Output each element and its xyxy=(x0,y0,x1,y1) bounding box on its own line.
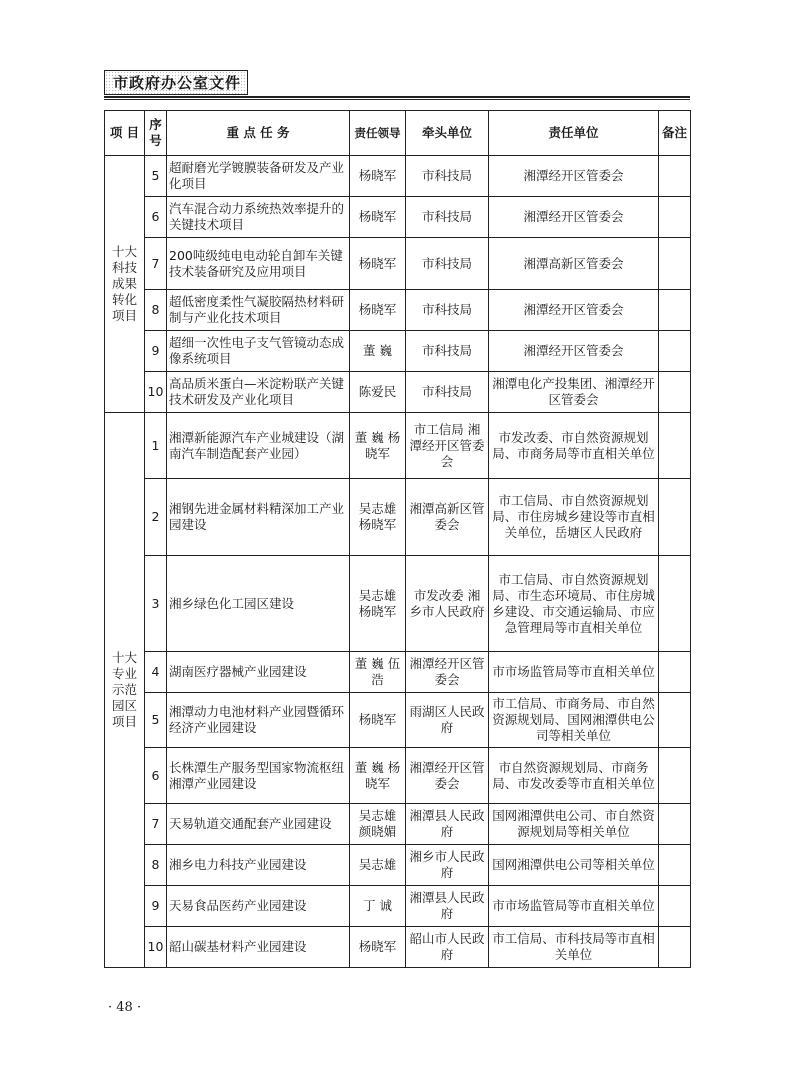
row-task: 湘钢先进金属材料精深加工产业园建设 xyxy=(167,479,350,556)
row-resp-unit: 国网湘潭供电公司等相关单位 xyxy=(489,845,659,886)
row-task: 汽车混合动力系统热效率提升的关键技术项目 xyxy=(167,197,350,238)
table-row xyxy=(105,156,691,197)
row-seq: 6 xyxy=(145,748,167,804)
row-lead-unit: 市科技局 xyxy=(406,197,489,238)
header-rule xyxy=(104,96,690,98)
row-resp-unit: 市工信局、市自然资源规划局、市住房城乡建设等市直相关单位，岳塘区人民政府 xyxy=(489,479,659,556)
row-task: 天易轨道交通配套产业园建设 xyxy=(167,804,350,845)
row-lead-unit: 市科技局 xyxy=(406,372,489,413)
header-task: 重 点 任 务 xyxy=(167,111,350,156)
row-resp-unit: 市自然资源规划局、市商务局、市发改委等市直相关单位 xyxy=(489,748,659,804)
task-table xyxy=(104,110,691,968)
table-row xyxy=(105,886,691,927)
row-lead-unit: 湘潭高新区管委会 xyxy=(406,479,489,556)
row-seq: 8 xyxy=(145,290,167,331)
row-leader: 董 巍 杨晓军 xyxy=(350,748,406,804)
row-remark xyxy=(659,331,691,372)
row-seq: 6 xyxy=(145,197,167,238)
row-seq: 5 xyxy=(145,693,167,748)
row-task: 韶山碳基材料产业园建设 xyxy=(167,927,350,968)
row-resp-unit: 市工信局、市自然资源规划局、市生态环境局、市住房城乡建设、市交通运输局、市应急管理局等市直相关单位 xyxy=(489,556,659,652)
row-leader: 吴志雄 xyxy=(350,845,406,886)
row-lead-unit: 雨湖区人民政府 xyxy=(406,693,489,748)
row-resp-unit: 市发改委、市自然资源规划局、市商务局等市直相关单位 xyxy=(489,413,659,479)
row-lead-unit: 市科技局 xyxy=(406,156,489,197)
table-row xyxy=(105,748,691,804)
project-category: 十大科技成果转化项目 xyxy=(105,156,145,413)
row-seq: 7 xyxy=(145,238,167,290)
row-leader: 董 巍 伍 浩 xyxy=(350,652,406,693)
row-task: 湖南医疗器械产业园建设 xyxy=(167,652,350,693)
row-task: 超低密度柔性气凝胶隔热材料研制与产业化技术项目 xyxy=(167,290,350,331)
row-seq: 5 xyxy=(145,156,167,197)
document-header xyxy=(104,70,248,95)
project-category: 十大专业示范园区项目 xyxy=(105,413,145,968)
header-remark: 备注 xyxy=(659,111,691,156)
row-seq: 9 xyxy=(145,886,167,927)
row-resp-unit: 市工信局、市科技局等市直相关单位 xyxy=(489,927,659,968)
table-header-row xyxy=(105,111,691,156)
row-leader: 董 巍 杨晓军 xyxy=(350,413,406,479)
row-remark xyxy=(659,413,691,479)
table-row xyxy=(105,238,691,290)
row-leader: 陈爱民 xyxy=(350,372,406,413)
row-resp-unit: 湘潭经开区管委会 xyxy=(489,197,659,238)
row-lead-unit: 市科技局 xyxy=(406,331,489,372)
row-resp-unit: 市市场监管局等市直相关单位 xyxy=(489,652,659,693)
row-task: 湘乡电力科技产业园建设 xyxy=(167,845,350,886)
row-remark xyxy=(659,748,691,804)
row-leader: 吴志雄 颜晓媚 xyxy=(350,804,406,845)
header-leader: 责任领导 xyxy=(350,111,406,156)
row-leader: 董 巍 xyxy=(350,331,406,372)
row-seq: 4 xyxy=(145,652,167,693)
row-task: 200吨级纯电电动轮自卸车关键技术装备研究及应用项目 xyxy=(167,238,350,290)
row-lead-unit: 湘潭经开区管委会 xyxy=(406,748,489,804)
row-leader: 吴志雄 杨晓军 xyxy=(350,556,406,652)
table-row xyxy=(105,290,691,331)
row-resp-unit: 湘潭经开区管委会 xyxy=(489,156,659,197)
row-resp-unit: 湘潭高新区管委会 xyxy=(489,238,659,290)
row-lead-unit: 市工信局 湘潭经开区管委会 xyxy=(406,413,489,479)
row-lead-unit: 市科技局 xyxy=(406,238,489,290)
row-remark xyxy=(659,290,691,331)
row-lead-unit: 湘潭经开区管委会 xyxy=(406,652,489,693)
table-row xyxy=(105,845,691,886)
row-seq: 1 xyxy=(145,413,167,479)
row-lead-unit: 市发改委 湘乡市人民政府 xyxy=(406,556,489,652)
row-seq: 10 xyxy=(145,372,167,413)
table-row xyxy=(105,693,691,748)
row-leader: 杨晓军 xyxy=(350,197,406,238)
header-rule-thin xyxy=(104,99,690,100)
row-remark xyxy=(659,238,691,290)
table-row xyxy=(105,331,691,372)
row-seq: 10 xyxy=(145,927,167,968)
row-lead-unit: 湘乡市人民政府 xyxy=(406,845,489,886)
row-resp-unit: 湘潭经开区管委会 xyxy=(489,331,659,372)
row-remark xyxy=(659,693,691,748)
row-resp-unit: 湘潭电化产投集团、湘潭经开区管委会 xyxy=(489,372,659,413)
row-task: 长株潭生产服务型国家物流枢纽湘潭产业园建设 xyxy=(167,748,350,804)
row-leader: 杨晓军 xyxy=(350,156,406,197)
row-remark xyxy=(659,556,691,652)
row-task: 湘潭动力电池材料产业园暨循环经济产业园建设 xyxy=(167,693,350,748)
row-remark xyxy=(659,927,691,968)
row-seq: 8 xyxy=(145,845,167,886)
row-resp-unit: 市市场监管局等市直相关单位 xyxy=(489,886,659,927)
row-task: 湘潭新能源汽车产业城建设（湖南汽车制造配套产业园） xyxy=(167,413,350,479)
row-lead-unit: 湘潭县人民政府 xyxy=(406,886,489,927)
row-remark xyxy=(659,845,691,886)
row-leader: 杨晓军 xyxy=(350,238,406,290)
document-series-title: 市政府办公室文件 xyxy=(104,70,248,95)
row-lead-unit: 韶山市人民政府 xyxy=(406,927,489,968)
row-leader: 丁 诚 xyxy=(350,886,406,927)
row-seq: 9 xyxy=(145,331,167,372)
table-row xyxy=(105,927,691,968)
row-lead-unit: 湘潭县人民政府 xyxy=(406,804,489,845)
row-leader: 杨晓军 xyxy=(350,927,406,968)
table-row xyxy=(105,372,691,413)
row-task: 超耐磨光学镀膜装备研发及产业化项目 xyxy=(167,156,350,197)
row-lead-unit: 市科技局 xyxy=(406,290,489,331)
row-leader: 杨晓军 xyxy=(350,290,406,331)
table-row xyxy=(105,652,691,693)
row-remark xyxy=(659,804,691,845)
table-row xyxy=(105,804,691,845)
row-seq: 2 xyxy=(145,479,167,556)
row-resp-unit: 市工信局、市商务局、市自然资源规划局、国网湘潭供电公司等相关单位 xyxy=(489,693,659,748)
row-remark xyxy=(659,652,691,693)
table-row xyxy=(105,479,691,556)
row-task: 高品质米蛋白—米淀粉联产关键技术研发及产业化项目 xyxy=(167,372,350,413)
row-resp-unit: 国网湘潭供电公司、市自然资源规划局等相关单位 xyxy=(489,804,659,845)
table-row xyxy=(105,413,691,479)
row-leader: 吴志雄 杨晓军 xyxy=(350,479,406,556)
header-lead-unit: 牵头单位 xyxy=(406,111,489,156)
row-task: 湘乡绿色化工园区建设 xyxy=(167,556,350,652)
header-seq: 序号 xyxy=(145,111,167,156)
header-resp-unit: 责任单位 xyxy=(489,111,659,156)
page-number: · 48 · xyxy=(108,1000,142,1015)
row-remark xyxy=(659,156,691,197)
row-seq: 7 xyxy=(145,804,167,845)
table-row xyxy=(105,556,691,652)
header-category: 项 目 xyxy=(105,111,145,156)
row-resp-unit: 湘潭经开区管委会 xyxy=(489,290,659,331)
row-task: 超细一次性电子支气管镜动态成像系统项目 xyxy=(167,331,350,372)
row-remark xyxy=(659,197,691,238)
row-remark xyxy=(659,372,691,413)
row-task: 天易食品医药产业园建设 xyxy=(167,886,350,927)
row-remark xyxy=(659,479,691,556)
row-leader: 杨晓军 xyxy=(350,693,406,748)
row-remark xyxy=(659,886,691,927)
table-row xyxy=(105,197,691,238)
row-seq: 3 xyxy=(145,556,167,652)
